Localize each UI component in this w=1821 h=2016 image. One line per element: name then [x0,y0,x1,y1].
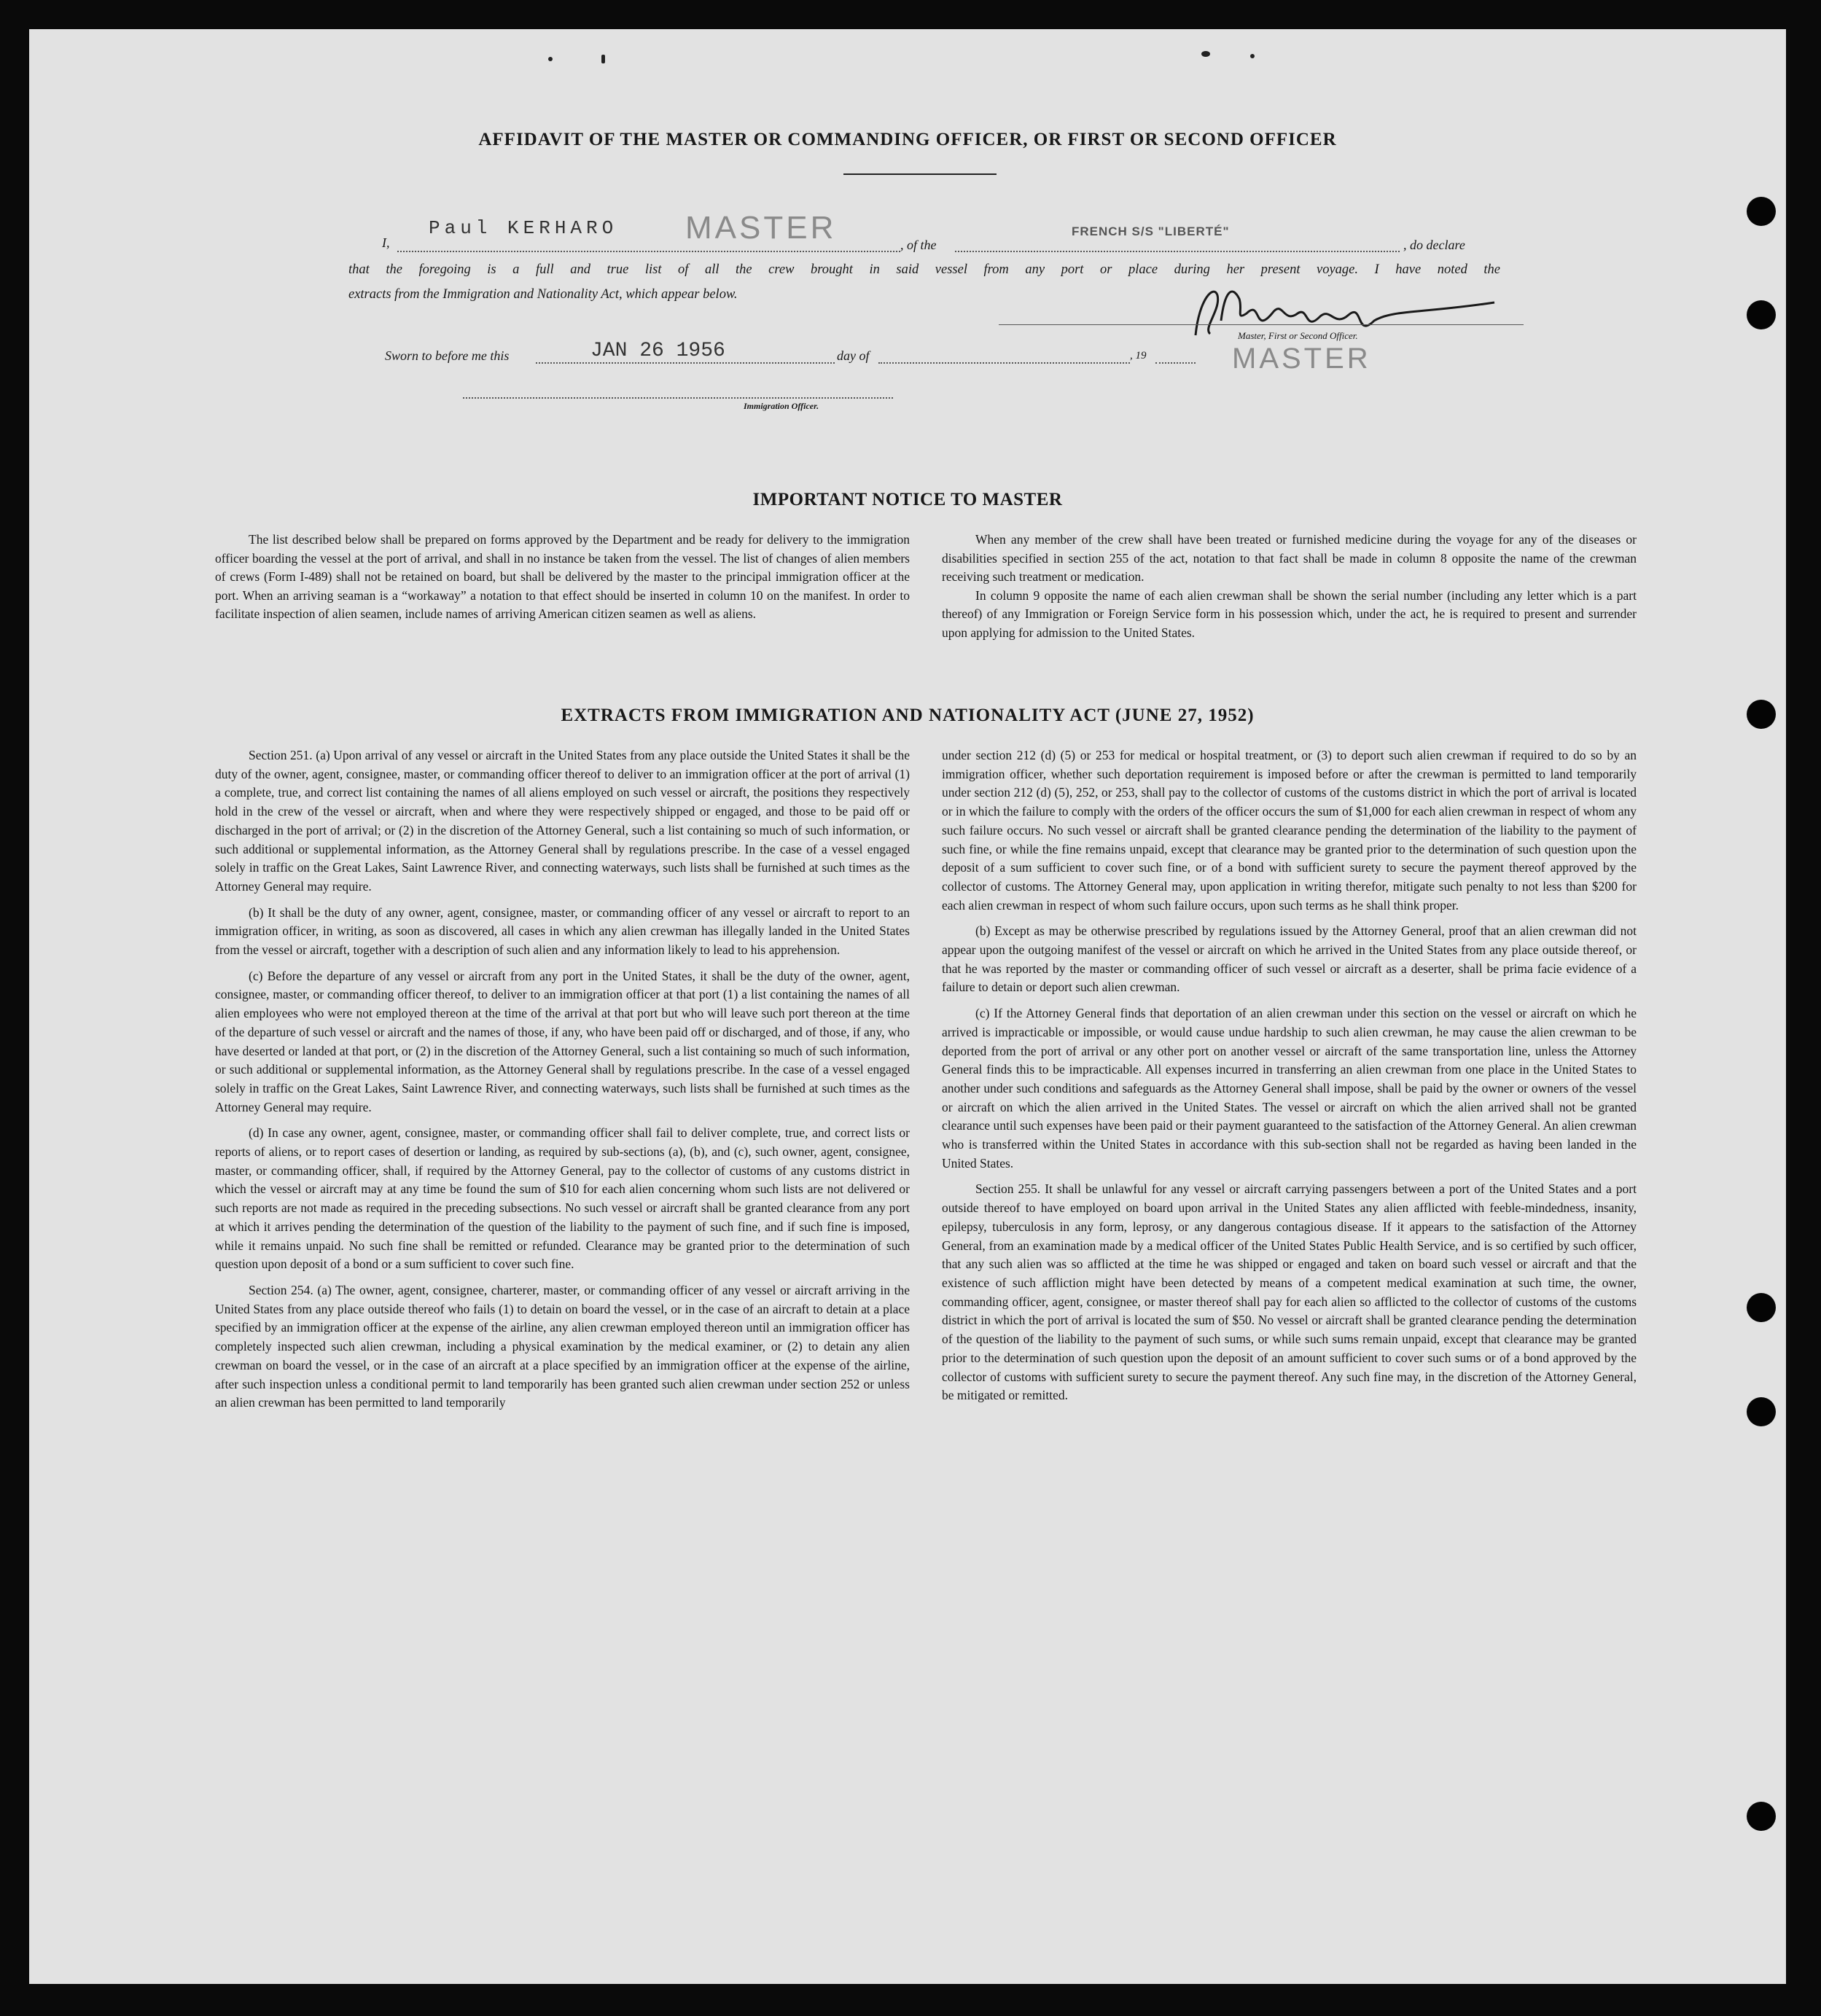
rank-stamp: MASTER [685,210,837,246]
signer-stamp: MASTER [1232,343,1371,375]
section-251-d: (d) In case any owner, agent, consignee, master, or commanding officer shall fail to deliver complete, true, and correct lists or reports of aliens, or to report cases of desertion or landing, as required by sub-sections (a), (b), and (c), such owner, agent, consignee, master, or commanding officer, shall, if required by the Attorney General, pay to the collector of customs of any customs district in which the vessel or aircraft may at any time be found the sum of $10 for each alien concerning whom such lists are not delivered or such reports are not made as required in the preceding subsections. No such vessel or aircraft shall be granted clearance from any port at which it arrives pending the determination of the question of the liability to the payment of such fine, and if such fine is imposed, while it remains unpaid. No such fine shall be remitted or refunded. Clearance may be granted prior to the determination of such question upon deposit of a bond or a sum sufficient to cover such fine. [215,1125,910,1272]
affidavit-title: AFFIDAVIT OF THE MASTER OR COMMANDING OFFICER, OR FIRST OR SECOND OFFICER [478,130,1337,149]
declaration-line-2: extracts from the Immigration and Nationality Act, which appear below. [348,287,738,302]
section-254-b: (b) Except as may be otherwise prescribed by regulations issued by the Attorney General, proof that an alien crewman did not appear upon the outgoing manifest of the vessel or aircraft on which he arrived in the United States from any place outside thereof, or that he was reported by the master or commanding officer of such vessel or aircraft as a deserter, shall be prima facie evidence of a failure to detain or deport such alien crewman. [942,923,1637,995]
document-page [29,29,1786,1984]
extracts-right-column [942,746,1637,1413]
i-label: I, [382,235,390,250]
notice-title: IMPORTANT NOTICE TO MASTER [752,490,1063,509]
section-251-b: (b) It shall be the duty of any owner, agent, consignee, master, or commanding officer of any vessel or aircraft to report to an immigration officer, in writing, as soon as discovered, all cases in which any alien crewman has illegally landed in the United States from the vessel or aircraft, together with a description of such alien and any information likely to lead to his apprehension. [215,905,910,958]
scan-speck [548,57,553,61]
punch-hole-icon [1747,700,1776,729]
vessel-name: FRENCH S/S "LIBERTÉ" [1072,224,1230,238]
signature-line [999,324,1524,325]
section-254-c: (c) If the Attorney General finds that deportation of an alien crewman under this section on the vessel or aircraft on which he arrived is impracticable or impossible, or would cause undue hardship to such alien crewman, he may cause the alien crewman to be deported from the port of arrival or any other port on another vessel or aircraft of the same transportation line, unless the Attorney General finds this to be impracticable. All expenses incurred in transferring an alien crewman from one place in the United States to another under such conditions and safeguards as the Attorney General shall impose, shall be paid by the owner or owners of the vessel or aircraft on which the alien arrived in the United States. The vessel or aircraft on which the alien arrived shall not be granted clearance until such expenses have been paid or their payment guaranteed to the satisfaction of the Attorney General. An alien crewman who is transferred within the United States in accordance with this sub-section shall not be regarded as having been landed in the United States. [942,1006,1637,1171]
section-255: Section 255. It shall be unlawful for any vessel or aircraft carrying passengers between a port of the United States and a port outside thereof to have employed on board upon arrival in the United States any alien afflicted with feeble-mindedness, insanity, epilepsy, tuberculosis in any form, leprosy, or any dangerous contagious disease. If it appears to the satisfaction of the Attorney General, from an examination made by a medical officer of the United States Public Health Service, and is so certified by such officer, that any such alien was so afflicted at the time he was shipped or engaged and taken on board such vessel or aircraft and that the existence of such affliction might have been detected by means of a competent medical examination at such time, the owner, commanding officer, agent, consignee, or master thereof shall pay for each alien so afflicted to the collector of customs of the customs district in which the port of arrival is located the sum of $50. No vessel or aircraft shall be granted clearance pending the determination of the question of the liability to the payment of such sums, or while such sums remain unpaid, except that clearance may be granted prior to the determination of such question upon the deposit of an amount sufficient to cover such sums or of a bond approved by the collector of customs with sufficient surety to secure the payment thereof. Any such fine may, in the discretion of the Attorney General, be mitigated or remitted. [942,1181,1637,1403]
sworn-label: Sworn to before me this [385,348,510,363]
year-label: , 19 [1130,350,1147,362]
officer-line [463,397,893,399]
sworn-date: JAN 26 1956 [590,340,725,362]
name-line [397,251,900,252]
of-the-label: , of the [900,238,937,252]
scan-speck [1250,54,1255,58]
month-line [878,362,1130,364]
punch-hole-icon [1747,1293,1776,1322]
punch-hole-icon [1747,1802,1776,1831]
section-254-a-continued: under section 212 (d) (5) or 253 for medical or hospital treatment, or (3) to deport such alien crewman if required to do so by an immigration officer, whether such deportation requirement is imposed before or after the crewman is permitted to land temporarily under section 212 (d) (5), 252, or 253, shall pay to the collector of customs of the customs district in which the port of arrival is located or in which the failure to comply with the orders of the officer occurs the sum of $1,000 for each alien crewman in respect of whom any such failure occurs. No such vessel or aircraft shall be granted clearance pending the determination of the liability to the payment of such fine, or while the fine remains unpaid, except that clearance may be granted prior to the determination of such question upon the deposit of a sum sufficient to cover such fine, or of a bond with sufficient surety to secure the payment thereof approved by the collector of customs. The Attorney General may, upon application in writing therefor, mitigate such penalty to not less than $200 for each alien crewman in respect of whom such failure occurs, upon such terms as he shall think proper. [942,748,1637,913]
notice-left-paragraph: The list described below shall be prepared on forms approved by the Department and be ready for delivery to the immigration officer boarding the vessel at the port of arrival, and shall in no instance be taken from the vessel. The list of changes of alien members of crews (Form I-489) shall not be retained on board, but shall be delivered by the master to the principal immigration officer at the port. When an arriving seaman is a “workaway” a notation to that effect should be inserted in column 10 on the manifest. In order to facilitate inspection of alien seamen, include names of arriving American citizen seamen as well as aliens. [215,532,910,622]
declaration-line-1: that the foregoing is a full and true list of all the crew brought in said vessel from any port or place during her present voyage. I have noted the [348,262,1500,277]
notice-left-column [215,531,910,631]
do-declare-label: , do declare [1403,238,1465,252]
section-254-a: Section 254. (a) The owner, agent, consignee, charterer, master, or commanding officer of any vessel or aircraft arriving in the United States from any place outside thereof who fails (1) to detain on board the vessel, or in the case of an aircraft to detain at a place specified by an immigration officer at the expense of the airline, any alien crewman employed thereon until an immigration officer has completely inspected such alien crewman, including a physical examination by the medical examiner, or (2) to detain any alien crewman on board the vessel, or in the case of an aircraft at a place specified by an immigration officer at the expense of the airline, after such inspection unless a conditional permit to land temporarily has been granted such alien crewman under section 252 or unless an alien crewman has been permitted to land temporarily [215,1282,910,1410]
sworn-date-line [536,362,835,364]
title-underline [843,173,997,175]
notice-right-paragraph-1: When any member of the crew shall have been treated or furnished medicine during the voyage for any of the diseases or disabilities specified in section 255 of the act, notation to that fact shall be made in column 8 opposite the name of the crewman receiving such treatment or medication. [942,532,1637,585]
vessel-line [955,251,1400,252]
signer-caption: Master, First or Second Officer. [1238,330,1358,341]
master-name: Paul KERHARO [429,217,618,239]
day-of-label: day of [837,348,870,363]
year-line [1155,362,1196,364]
scan-speck [1201,51,1210,57]
extracts-title: EXTRACTS FROM IMMIGRATION AND NATIONALITY ACT (JUNE 27, 1952) [561,706,1255,725]
punch-hole-icon [1747,197,1776,226]
scan-speck [601,55,605,63]
notice-right-column [942,531,1637,650]
section-251-c: (c) Before the departure of any vessel or aircraft from any port in the United States, it shall be the duty of the owner, agent, consignee, master, or commanding officer thereof, to deliver to an immigration officer at that port (1) a list containing the names of all alien employees who were not employed thereon at the time of the arrival at that port but who will leave such port thereon at the time of the departure of such vessel or aircraft and the names of those, if any, who have been paid off or discharged, and of those, if any, who have deserted or landed at that port, or (2) in the discretion of the Attorney General, such a list containing so much of such information, or such additional or supplemental information, as the Attorney General shall by regulations prescribe. In the case of a vessel engaged solely in traffic on the Great Lakes, Saint Lawrence River, and connecting waterways, such lists shall be furnished at such times as the Attorney General may require. [215,968,910,1114]
extracts-left-column [215,746,910,1420]
punch-hole-icon [1747,300,1776,329]
notice-right-paragraph-2: In column 9 opposite the name of each alien crewman shall be shown the serial number (including any letter which is a part thereof) of any Immigration or Foreign Service form in his possession which, under the act, he is required to present and surrender upon applying for admission to the United States. [942,587,1637,640]
section-251-a: Section 251. (a) Upon arrival of any vessel or aircraft in the United States from any place outside the United States it shall be the duty of the owner, agent, consignee, master, or commanding officer thereof to deliver to an immigration officer at the port of arrival (1) a complete, true, and correct list containing the names of all aliens employed on such vessel or aircraft, the positions they respectively hold in the crew of the vessel or aircraft, when and where they were respectively shipped or engaged, and those to be paid off or discharged in the port of arrival; or (2) in the discretion of the Attorney General, such a list containing so much of such information, or such additional or supplemental information, as the Attorney General shall by regulations prescribe. In the case of a vessel engaged solely in traffic on the Great Lakes, Saint Lawrence River, and connecting waterways, such lists shall be furnished at such times as the Attorney General may require. [215,748,910,894]
officer-caption: Immigration Officer. [744,401,819,411]
punch-hole-icon [1747,1397,1776,1426]
